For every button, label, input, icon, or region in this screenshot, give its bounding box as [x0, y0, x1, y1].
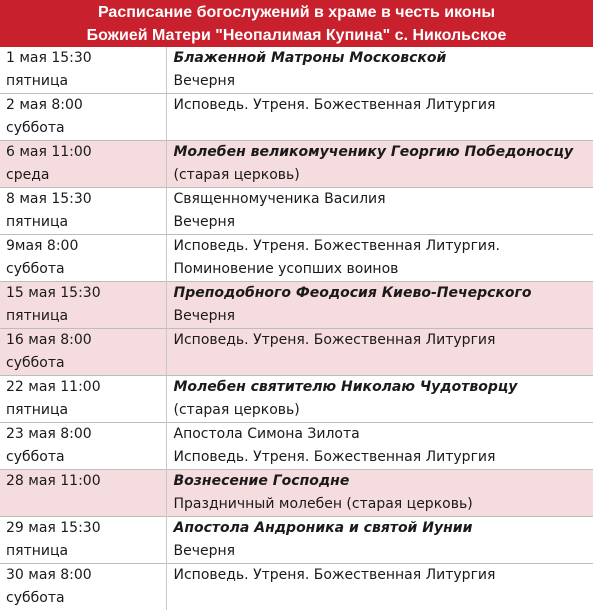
schedule-service: (старая церковь) — [174, 399, 593, 422]
schedule-date-cell — [0, 235, 166, 282]
schedule-row — [0, 423, 593, 470]
schedule-service: Исповедь. Утреня. Божественная Литургия. — [174, 235, 593, 258]
schedule-service: Апостола Симона Зилота — [174, 423, 593, 446]
schedule-weekday: пятница — [6, 211, 166, 234]
schedule-feast-title: Молебен великомученику Георгию Победоносцу — [174, 141, 593, 164]
schedule-service: Исповедь. Утреня. Божественная Литургия — [174, 329, 593, 352]
schedule-row — [0, 282, 593, 329]
schedule-date-cell — [0, 282, 166, 329]
schedule-body — [0, 47, 593, 610]
schedule-service: Вечерня — [174, 305, 593, 328]
schedule-row — [0, 188, 593, 235]
header-title-line-2: Божией Матери "Неопалимая Купина" с. Никольское — [0, 24, 593, 47]
schedule-date: 8 мая 15:30 — [6, 188, 166, 211]
schedule-feast-title: Вознесение Господне — [174, 470, 593, 493]
schedule-header — [0, 0, 593, 47]
schedule-events-cell — [166, 517, 593, 564]
schedule-events-cell — [166, 94, 593, 141]
schedule-row — [0, 47, 593, 94]
schedule-weekday: пятница — [6, 399, 166, 422]
schedule-row — [0, 376, 593, 423]
schedule-events-cell — [166, 282, 593, 329]
schedule-date: 16 мая 8:00 — [6, 329, 166, 352]
schedule-events-cell — [166, 376, 593, 423]
schedule-date: 15 мая 15:30 — [6, 282, 166, 305]
schedule-row — [0, 235, 593, 282]
schedule-feast-title: Блаженной Матроны Московской — [174, 47, 593, 70]
schedule-events-cell — [166, 470, 593, 517]
schedule-weekday: среда — [6, 164, 166, 187]
schedule-date-cell — [0, 423, 166, 470]
schedule-service: Вечерня — [174, 70, 593, 93]
schedule-weekday: пятница — [6, 305, 166, 328]
schedule-date: 22 мая 11:00 — [6, 376, 166, 399]
schedule-service: Праздничный молебен (старая церковь) — [174, 493, 593, 516]
schedule-service: Поминовение усопших воинов — [174, 258, 593, 281]
schedule-date-cell — [0, 94, 166, 141]
schedule-events-cell — [166, 235, 593, 282]
schedule-service: (старая церковь) — [174, 164, 593, 187]
schedule-weekday: суббота — [6, 258, 166, 281]
schedule-service: Священномученика Василия — [174, 188, 593, 211]
schedule-row — [0, 470, 593, 517]
schedule-row — [0, 329, 593, 376]
schedule-date-cell — [0, 141, 166, 188]
schedule-feast-title: Молебен святителю Николаю Чудотворцу — [174, 376, 593, 399]
schedule-service: Исповедь. Утреня. Божественная Литургия — [174, 446, 593, 469]
schedule-service: Исповедь. Утреня. Божественная Литургия — [174, 94, 593, 117]
schedule-events-cell — [166, 329, 593, 376]
schedule-row — [0, 94, 593, 141]
schedule-weekday: суббота — [6, 352, 166, 375]
schedule-date: 9мая 8:00 — [6, 235, 166, 258]
schedule-feast-title: Преподобного Феодосия Киево-Печерского — [174, 282, 593, 305]
schedule-date-cell — [0, 329, 166, 376]
schedule-date-cell — [0, 517, 166, 564]
schedule-date-cell — [0, 470, 166, 517]
schedule-service: Вечерня — [174, 540, 593, 563]
schedule-weekday: суббота — [6, 446, 166, 469]
schedule-row — [0, 517, 593, 564]
schedule-date: 29 мая 15:30 — [6, 517, 166, 540]
schedule-events-cell — [166, 188, 593, 235]
schedule-date-cell — [0, 188, 166, 235]
schedule-row — [0, 141, 593, 188]
schedule-date: 28 мая 11:00 — [6, 470, 166, 493]
schedule-row — [0, 564, 593, 610]
header-title-line-1: Расписание богослужений в храме в честь иконы — [0, 1, 593, 24]
schedule-weekday: суббота — [6, 587, 166, 610]
schedule-date: 1 мая 15:30 — [6, 47, 166, 70]
schedule-events-cell — [166, 423, 593, 470]
schedule-weekday: пятница — [6, 540, 166, 563]
schedule-date-cell — [0, 564, 166, 610]
schedule-events-cell — [166, 47, 593, 94]
schedule-date-cell — [0, 376, 166, 423]
schedule-weekday: пятница — [6, 70, 166, 93]
schedule-date: 2 мая 8:00 — [6, 94, 166, 117]
schedule-events-cell — [166, 564, 593, 610]
schedule-feast-title: Апостола Андроника и святой Иунии — [174, 517, 593, 540]
schedule-date: 30 мая 8:00 — [6, 564, 166, 587]
schedule-weekday: суббота — [6, 117, 166, 140]
schedule-events-cell — [166, 141, 593, 188]
schedule-date: 23 мая 8:00 — [6, 423, 166, 446]
schedule-service: Исповедь. Утреня. Божественная Литургия — [174, 564, 593, 587]
schedule-date: 6 мая 11:00 — [6, 141, 166, 164]
schedule-table — [0, 47, 593, 610]
schedule-service: Вечерня — [174, 211, 593, 234]
schedule-date-cell — [0, 47, 166, 94]
